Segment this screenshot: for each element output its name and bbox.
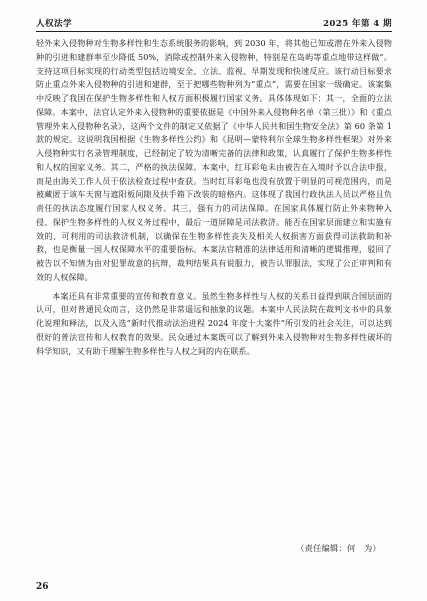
body-paragraph-2: 本案还具有非常重要的宣传和教育意义。虽然生物多样性与人权的关系日益得到联合国层面的认可，但对普通民众而言，这仍然是非常遥远和抽象的议题。本案中人民法院在裁判文书中的具象化说理和释法，以及入选“新时代推动法治进程 2024 年度十大案件”所引发的社会关注，可以达到很好的普法宣传和人权教育的效果。民众通过本案既可以了解到外来入侵物种对生物多样性破坏的科学知识，又有助于理解生物多样性与人权之间的内在联系。 bbox=[36, 291, 392, 356]
body-paragraph-1: 轻外来入侵物种对生物多样性和生态系统服务的影响，到 2030 年，将其他已知或潜在外来入侵物种的引进和建群率至少降低 50%，消除或控制外来入侵物种，特别是在岛屿等重点地带这样做”。支持这项目标实现的行动类型包括边境安全、立法、监视、早期发现和快速反应。该行动目标要求防止重点外来入侵物种的引进和建群，至于把哪些物种列为“重点”，需要在国家一级确定。该案集中反映了我国在保护生物多样性和人权方面积极履行国家义务。具体体现如下：其一，全面的立法保障。本案中，法官认定外来入侵物种的重要依据是《中国外来入侵物种名单（第三批）》和《重点管理外来入侵物种名录》，这两个文件的制定又依据了《中华人民共和国生物安全法》第 60 条第 1 款的规定。这说明我国根据《生物多样性公约》和《昆明—蒙特利尔全球生物多样性框架》对外来入侵物种实行名录管理制度，已经制定了较为清晰完备的法律和政策，认真履行了保护生物多样性和人权的国家义务。其二，严格的执法保障。本案中，红耳彩龟未由被告在入境时予以合法申报，而是由海关工作人员于依法检查过程中查获。当时红耳彩龟也没有放置于明显的可视范围内，而是被藏匿于该车天窗与遮阳板间隙及扶手箱下改装的暗格内。这体现了我国行政执法人员以严格且负责任的执法态度履行国家人权义务。其三，强有力的司法保障。在国家具体履行防止外来物种入侵、保护生物多样性的人权义务过程中，最后一道屏障是司法救济。能否在国家层面建立和实施有效的、可利用的司法救济机制，以确保在生物多样性丧失及相关人权损害方面获得司法救助和补救，也是衡量一国人权保障水平的重要指标。本案法官精准的法律适用和清晰的逻辑推理，驳回了被告以不知情为由对犯罪故意的抗辩，裁判结果具有说服力，被告认罪服法，实现了公正审判和有效的人权保障。 bbox=[36, 39, 392, 282]
journal-name: 人权法学 bbox=[36, 19, 72, 29]
responsible-editor: （责任编辑：何 为） bbox=[296, 543, 381, 553]
header-divider bbox=[36, 31, 392, 32]
running-header bbox=[36, 13, 392, 29]
issue-label: 2025 年第 4 期 bbox=[322, 19, 392, 29]
article-body bbox=[36, 37, 392, 358]
page-number: 26 bbox=[36, 582, 49, 592]
